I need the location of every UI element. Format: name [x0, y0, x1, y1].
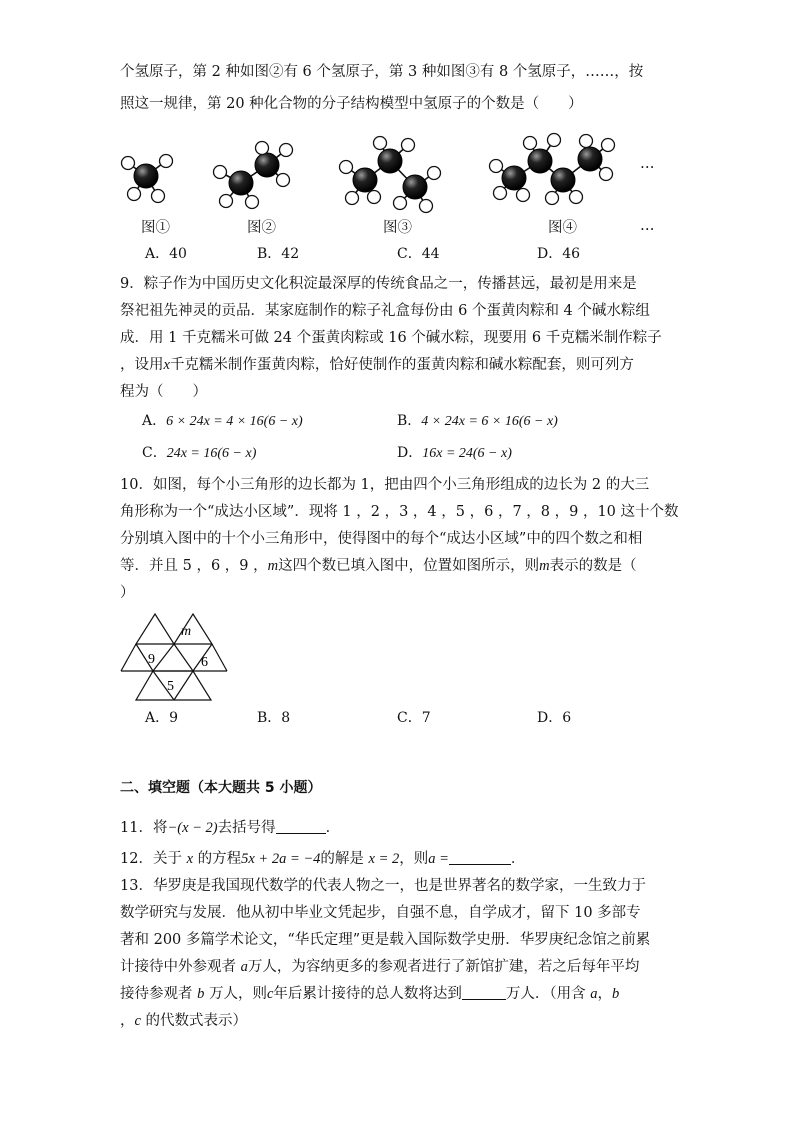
q13-line5-e: ，	[597, 986, 613, 1002]
q9-option-b-label: B．	[397, 413, 422, 429]
q11-expr: −(x − 2)	[167, 820, 218, 836]
q9-option-b-eq: 4 × 24x = 6 × 16(6 − x)	[421, 414, 558, 429]
q10-line3: 分别填入图中的十个小三角形中，使得图中的每个“成达小区域”中的四个数之和相	[120, 531, 643, 547]
q10-line1: 10．如图，每个小三角形的边长都为 1，把由四个小三角形组成的边长为 2 的大三	[120, 477, 650, 493]
q10-line4-c: 表示的数是（	[549, 558, 637, 574]
q8-caption-2: 图②	[247, 220, 276, 236]
q9-option-c-eq: 24x = 16(6 − x)	[166, 446, 257, 461]
q13-var-a: a	[240, 959, 248, 975]
q9-option-a[interactable]	[142, 411, 303, 432]
q8-option-a[interactable]: A．40	[145, 246, 187, 262]
q8-option-b[interactable]: B．42	[257, 246, 300, 262]
q13-line5-b: 万人，则	[208, 986, 267, 1002]
q13-var-a2: a	[590, 986, 598, 1002]
q9-option-c-label: C．	[142, 445, 167, 461]
q9-option-c[interactable]	[142, 443, 256, 464]
q10-option-c[interactable]: C．7	[397, 710, 431, 726]
q13-line2: 数学研究与发展．他从初中毕业文凭起步，自强不息，自学成才，留下 10 多部专	[120, 905, 641, 921]
q10-option-b[interactable]: B．8	[257, 710, 291, 726]
q9-line4	[120, 355, 634, 375]
q9-option-d-eq: 16x = 24(6 − x)	[422, 446, 512, 461]
q8-option-c[interactable]: C．44	[397, 246, 440, 262]
q11-c: ．	[325, 820, 341, 836]
q13-line5-a: 接待参观者	[120, 986, 193, 1002]
q9-option-a-label: A．	[142, 413, 167, 429]
q13-line5	[120, 984, 619, 1004]
fig-label-9: 9	[148, 652, 155, 667]
q8-ellipsis-bottom: …	[640, 218, 655, 234]
q9-option-d[interactable]	[397, 443, 512, 464]
q12-line	[120, 849, 525, 869]
q13-line4-a: 计接待中外参观者	[120, 959, 236, 975]
q9-line3: 成．用 1 千克糯米可做 24 个蛋黄肉粽或 16 个碱水粽，现要用 6 千克糯米制作粽子	[120, 330, 662, 346]
q9-option-b[interactable]	[397, 411, 558, 432]
q13-line5-c: 年后累计接待的总人数将达到	[273, 986, 462, 1002]
q13-var-c2: c	[134, 1013, 141, 1029]
q13-answer-blank[interactable]	[462, 985, 506, 1000]
q11-a: 11．将	[120, 820, 168, 836]
q8-option-d[interactable]: D．46	[537, 246, 581, 262]
q11-b: 去括号得	[217, 820, 276, 836]
q8-line2: 照这一规律，第 20 种化合物的分子结构模型中氢原子的个数是（ ）	[120, 96, 583, 112]
q10-option-a[interactable]: A．9	[145, 710, 179, 726]
q11-answer-blank[interactable]	[276, 819, 326, 834]
q12-b: 的方程	[197, 851, 242, 867]
q12-answer-blank[interactable]	[449, 850, 511, 865]
q12-a: 12．关于	[120, 851, 182, 867]
q12-a-var: a =	[428, 851, 449, 867]
q10-line4	[120, 556, 637, 576]
q10-line2: 角形称为一个“成达小区域”．现将 1 ，2 ，3 ，4 ，5 ，6 ，7 ，8 ，9 ，10 这十个数	[120, 504, 679, 520]
q13-line1: 13．华罗庚是我国现代数学的代表人物之一，也是世界著名的数学家，一生致力于	[120, 878, 646, 894]
q13-line4-b: 万人，为容纳更多的参观者进行了新馆扩建，若之后每年平均	[247, 959, 640, 975]
q12-x: x	[186, 851, 193, 867]
q13-line4	[120, 957, 639, 977]
q10-line5: ）	[120, 585, 135, 601]
q10-line4-b: 这四个数已填入图中，位置如图所示，则	[278, 558, 540, 574]
q9-var-x: x	[163, 357, 170, 373]
q8-ellipsis-top: …	[640, 156, 655, 172]
q13-var-b: b	[197, 986, 205, 1002]
q8-caption-4: 图④	[548, 220, 577, 236]
triangle-figure	[118, 610, 238, 705]
q13-line6-b: 的代数式表示）	[145, 1013, 248, 1029]
q12-sol: x = 2	[368, 851, 400, 867]
q13-var-c: c	[266, 986, 274, 1002]
q9-option-a-eq: 6 × 24x = 4 × 16(6 − x)	[166, 414, 303, 429]
q8-line1: 个氢原子，第 2 种如图②有 6 个氢原子，第 3 种如图③有 8 个氢原子，……，按	[120, 64, 644, 80]
q10-var-m: m	[267, 558, 279, 574]
q11-line	[120, 818, 340, 838]
fig-label-6: 6	[201, 655, 208, 670]
q9-option-d-label: D．	[397, 445, 423, 461]
q9-line4-a: ，设用	[120, 357, 164, 373]
q13-line6-a: ，	[120, 1013, 135, 1029]
q13-var-b2: b	[612, 986, 620, 1002]
q13-line3: 著和 200 多篇学术论文，“华氏定理”更是载入国际数学史册．华罗庚纪念馆之前累	[120, 932, 651, 948]
q9-line1: 9．粽子作为中国历史文化积淀最深厚的传统食品之一，传播甚远，最初是用来是	[120, 276, 637, 292]
q13-line5-d: 万人．（用含	[505, 986, 586, 1002]
section-heading: 二、填空题（本大题共 5 小题）	[120, 780, 322, 796]
fig-label-5: 5	[167, 679, 174, 694]
q12-e: ．	[510, 851, 526, 867]
q8-caption-3: 图③	[383, 220, 412, 236]
q10-var-m2: m	[539, 558, 550, 574]
q12-eq: 5x + 2a = −4	[241, 851, 321, 867]
q12-d: ，则	[399, 851, 429, 867]
q12-c: 的解是	[320, 851, 364, 867]
q13-line6	[120, 1011, 247, 1031]
fig-label-m: m	[181, 624, 192, 639]
q9-line2: 祭祀祖先神灵的贡品．某家庭制作的粽子礼盒每份由 6 个蛋黄肉粽和 4 个碱水粽组	[120, 303, 650, 319]
q9-line4-b: 千克糯米制作蛋黄肉粽，恰好使制作的蛋黄肉粽和碱水粽配套，则可列方	[169, 357, 634, 373]
q8-caption-1: 图①	[141, 220, 170, 236]
q9-line5: 程为（ ）	[120, 384, 207, 400]
q10-option-d[interactable]: D．6	[537, 710, 572, 726]
q10-line4-a: 等．并且 5 ，6 ，9 ，	[120, 558, 268, 574]
